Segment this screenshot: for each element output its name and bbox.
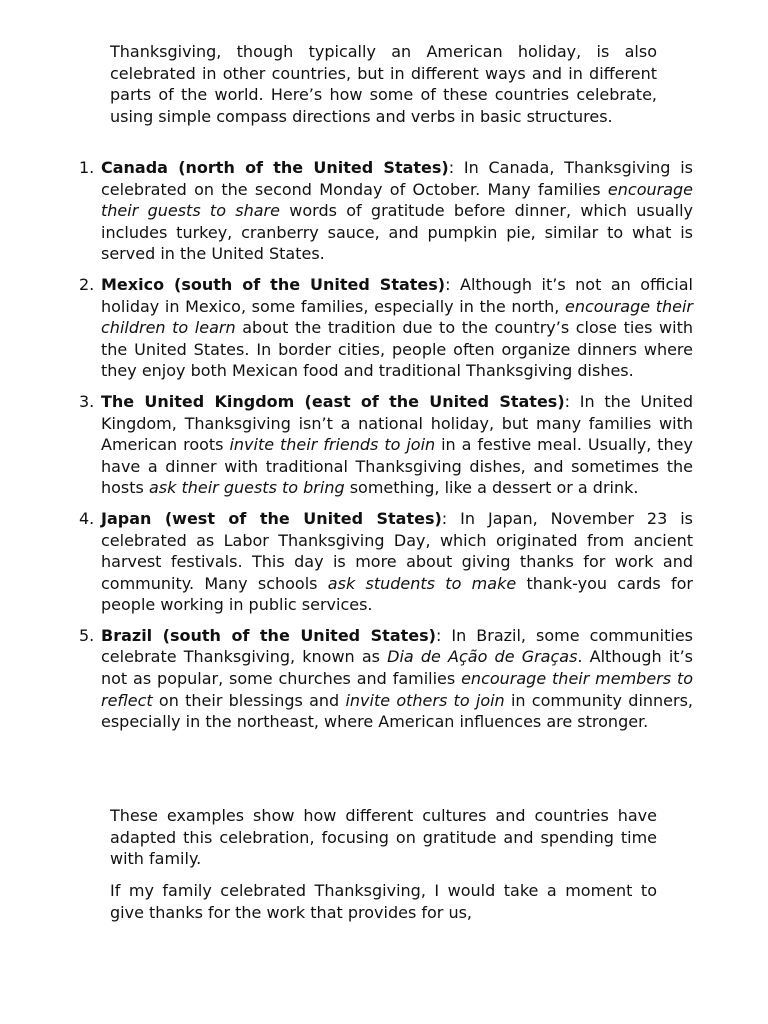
item-heading: Canada (north of the United States) bbox=[101, 158, 449, 177]
intro-paragraph: Thanksgiving, though typically an American holiday, is also celebrated in other countries, but in different ways and in different parts of the world. Here’s how some of these countries celebrate, using simple compass directions and verbs in basic structures. bbox=[110, 42, 657, 126]
item-text: about the tradition due to the country’s close ties with the United States. In border cities, people often organize dinners where they enjoy both Mexican food and traditional Thanksgiving dishes. bbox=[101, 318, 693, 381]
item-emphasis: encourage their members to reflect bbox=[101, 669, 693, 710]
item-text: in a festive meal. Usually, they have a dinner with traditional Thanksgiving dishes, and sometimes the hosts bbox=[101, 435, 693, 498]
item-heading: The United Kingdom (east of the United States) bbox=[101, 391, 565, 411]
list-number: 2. bbox=[79, 274, 95, 294]
item-text: words of gratitude before dinner, which usually includes turkey, cranberry sauce, and pumpkin pie, similar to what is served in the United States. bbox=[101, 201, 693, 264]
item-heading: Brazil (south of the United States) bbox=[101, 625, 436, 645]
item-heading: Mexico (south of the United States) bbox=[101, 274, 446, 294]
final-paragraph: If my family celebrated Thanksgiving, I would take a moment to give thanks for the work that provides for us, bbox=[110, 881, 657, 922]
item-text: : In Japan, November 23 is celebrated as Labor Thanksgiving Day, which originated from ancient harvest festivals. This day is more about giving thanks for work and community. Many schools bbox=[101, 508, 693, 593]
item-emphasis: ask students to make bbox=[327, 573, 517, 593]
item-text: something, like a dessert or a drink. bbox=[344, 478, 639, 498]
list-number: 1. bbox=[79, 158, 95, 177]
item-emphasis: ask their guests to bring bbox=[148, 478, 345, 498]
closing-paragraph: These examples show how different cultures and countries have adapted this celebration, focusing on gratitude and spending time with family. bbox=[110, 806, 657, 869]
item-emphasis: invite their friends to join bbox=[229, 435, 436, 455]
item-text: : Although it’s not an official holiday in Mexico, some families, especially in the north, bbox=[101, 274, 694, 316]
item-emphasis: Dia de Ação de Graças bbox=[387, 647, 578, 667]
item-text: : In the United Kingdom, Thanksgiving isn’t a national holiday, but many families with American roots bbox=[101, 391, 693, 455]
item-emphasis: encourage their guests to share bbox=[101, 179, 693, 221]
list-item-mexico bbox=[0, 274, 693, 382]
item-text: . Although it’s not as popular, some churches and families bbox=[101, 647, 693, 689]
list-number: 4. bbox=[79, 508, 95, 528]
list-item-canada bbox=[0, 157, 693, 265]
list-item-united-kingdom bbox=[0, 391, 693, 499]
item-text: in community dinners, especially in the northeast, where American influences are stronger. bbox=[101, 690, 694, 732]
item-text: : In Brazil, some communities celebrate Thanksgiving, known as bbox=[101, 625, 694, 667]
list-item-japan bbox=[0, 508, 693, 616]
item-text: on their blessings and bbox=[152, 690, 346, 710]
country-list bbox=[0, 157, 768, 742]
list-number: 3. bbox=[79, 391, 95, 411]
item-emphasis: encourage their children to learn bbox=[101, 296, 693, 338]
list-item-brazil bbox=[0, 625, 693, 733]
list-number: 5. bbox=[79, 625, 95, 645]
item-heading: Japan (west of the United States) bbox=[101, 508, 442, 528]
item-text: thank-you cards for people working in public services. bbox=[101, 573, 694, 615]
item-text: : In Canada, Thanksgiving is celebrated on the second Monday of October. Many families bbox=[101, 158, 693, 199]
item-emphasis: invite others to join bbox=[345, 690, 505, 710]
